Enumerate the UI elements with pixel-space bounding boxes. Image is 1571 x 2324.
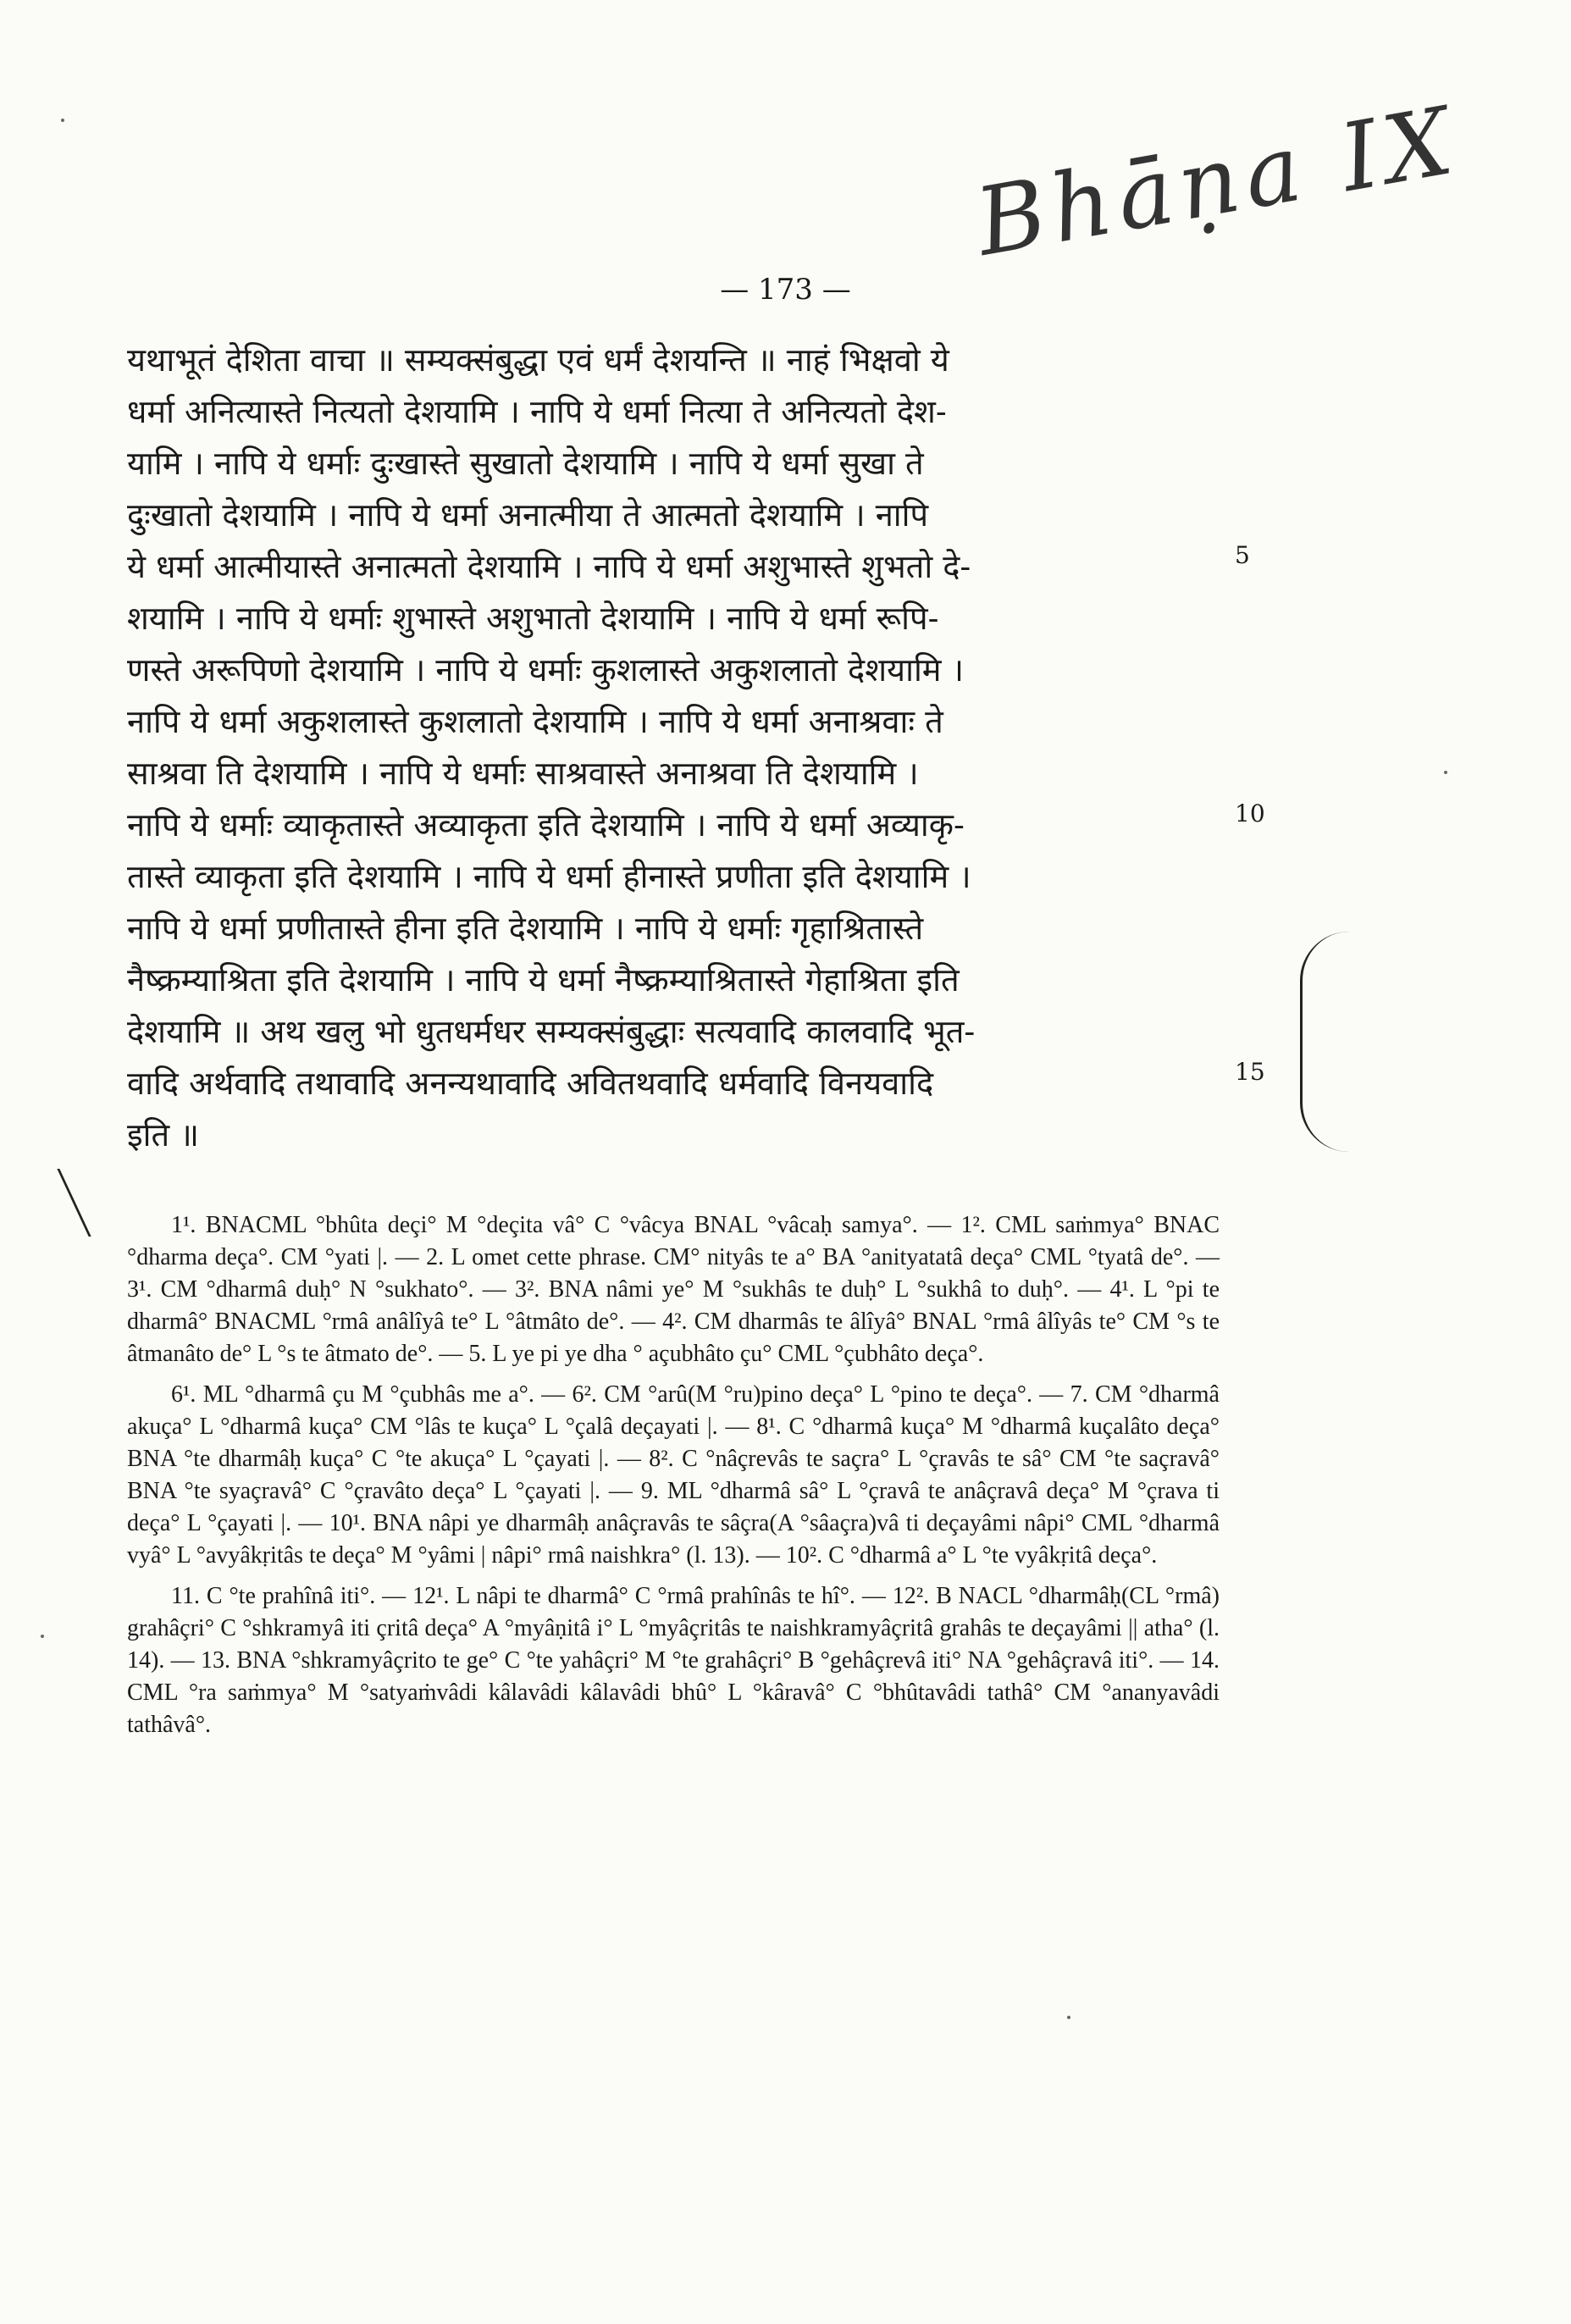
text-line: शयामि । नापि ये धर्माः शुभास्ते अशुभातो देशयामि । नापि ये धर्मा रूपि-	[127, 600, 939, 637]
footnote-paragraph: 6¹. ML °dharmâ çu M °çubhâs me a°. — 6². CM °arû(M °ru)pino deça° L °pino te deça°. — 7. CM °dharmâ akuça° L °dharmâ kuça° CM °lâs te kuça° L °çalâ deçayati |. — 8¹. C °dharmâ kuça° M °dharmâ kuçalâto deça° BNA °te dharmâḥ kuça° C °te akuça° L °çayati |. — 8². C °nâçrevâs te saçra° L °çravâs te sâ° CM °te saçravâ° BNA °te syaçravâ° C °çravâto deça° L °çayati |. — 9. ML °dharmâ sâ° L °çravâ te anâçravâ deça° M °çrava ti deça° L °çayati |. — 10¹. BNA nâpi ye dharmâḥ anâçravâs te sâçra(A °sâaçra)vâ ti deçayâmi nâpi° CML °dharmâ vyâ° L °avyâkṛitâs te deça° M °yâmi | nâpi° rmâ naishkra° (l. 13). — 10². C °dharmâ a° L °te vyâkṛitâ deça°.	[127, 1381, 1220, 1569]
text-line: ये धर्मा आत्मीयास्ते अनात्मतो देशयामि । नापि ये धर्मा अशुभास्ते शुभतो दे-	[127, 548, 971, 585]
text-line: तास्ते व्याकृता इति देशयामि । नापि ये धर्मा हीनास्ते प्रणीता इति देशयामि ।	[127, 858, 971, 895]
margin-bracket	[1300, 932, 1349, 1152]
line-number-5: 5	[1235, 541, 1250, 569]
paper-speck	[1444, 771, 1447, 774]
paper-speck	[1067, 2016, 1070, 2019]
page-number: — 173 —	[720, 273, 851, 307]
footnote-paragraph: 1¹. BNACML °bhûta deçi° M °deçita vâ° C °vâcya BNAL °vâcaḥ samya°. — 1². CML saṁmya° BNAC °dharma deça°. CM °yati |. — 2. L omet cette phrase. CM° nityâs te a° BA °anityatatâ deça° CML °tyatâ de°. — 3¹. CM °dharmâ duḥ° N °sukhato°. — 3². BNA nâmi ye° M °sukhâs te duḥ° L °sukhâ to duḥ°. — 4¹. L °pi te dharmâ° BNACML °rmâ anâlîyâ te° L °âtmâto de°. — 4². CM dharmâs te âlîyâ° BNAL °rmâ âlîyâs te° CM °s te âtmanâto de° L °s te âtmato de°. — 5. L ye pi ye dha ° açubhâto çu° CML °çubhâto deça°.	[127, 1212, 1220, 1367]
paper-speck	[41, 1635, 44, 1638]
text-line: णस्ते अरूपिणो देशयामि । नापि ये धर्माः कुशलास्ते अकुशलातो देशयामि ।	[127, 651, 964, 689]
paper-speck	[61, 119, 64, 122]
text-line: साश्रवा ति देशयामि । नापि ये धर्माः साश्रवास्ते अनाश्रवा ति देशयामि ।	[127, 755, 919, 792]
text-line: नापि ये धर्मा प्रणीतास्ते हीना इति देशयामि । नापि ये धर्माः गृहाश्रितास्ते	[127, 910, 924, 947]
text-line: नापि ये धर्मा अकुशलास्ते कुशलातो देशयामि । नापि ये धर्मा अनाश्रवाः ते	[127, 703, 943, 740]
text-line: यामि । नापि ये धर्माः दुःखास्ते सुखातो देशयामि । नापि ये धर्मा सुखा ते	[127, 445, 924, 482]
text-line: इति ॥	[127, 1116, 200, 1154]
text-line: देशयामि ॥ अथ खलु भो धुतधर्मधर सम्यक्संबुद्धाः सत्यवादि कालवादि भूत-	[127, 1013, 976, 1050]
footnotes	[127, 1209, 1220, 1750]
text-line: धर्मा अनित्यास्ते नित्यतो देशयामि । नापि ये धर्मा नित्या ते अनित्यतो देश-	[127, 393, 947, 430]
line-number-15: 15	[1235, 1058, 1265, 1086]
main-text	[127, 335, 1228, 1161]
text-line: नापि ये धर्माः व्याकृतास्ते अव्याकृता इति देशयामि । नापि ये धर्मा अव्याकृ-	[127, 806, 965, 844]
line-number-10: 10	[1235, 800, 1265, 827]
text-line: नैष्क्रम्याश्रिता इति देशयामि । नापि ये धर्मा नैष्क्रम्याश्रितास्ते गेहाश्रिता इति	[127, 961, 960, 999]
text-line: दुःखातो देशयामि । नापि ये धर्मा अनात्मीया ते आत्मतो देशयामि । नापि	[127, 496, 929, 534]
text-line: यथाभूतं देशिता वाचा ॥ सम्यक्संबुद्धा एवं धर्मं देशयन्ति ॥ नाहं भिक्षवो ये	[127, 341, 949, 379]
footnote-paragraph: 11. C °te prahînâ iti°. — 12¹. L nâpi te dharmâ° C °rmâ prahînâs te hî°. — 12². B NACL °dharmâḥ(CL °rmâ) grahâçri° C °shkramyâ iti çritâ deça° A °myâṇitâ i° L °myâçritâs te naishkramyâçritâ grahâs te deçayâmi || atha° (l. 14). — 13. BNA °shkramyâçrito te ge° C °te yahâçri° M °te grahâçri° B °gehâçrevâ iti° NA °gehâçravâ iti°. — 14. CML °ra saṁmya° M °satyaṁvâdi kâlavâdi kâlavâdi bhû° L °kâravâ° C °bhûtavâdi tathâ° CM °ananyavâdi tathâvâ°.	[127, 1583, 1220, 1738]
text-line: वादि अर्थवादि तथावादि अनन्यथावादि अवितथवादि धर्मवादि विनयवादि	[127, 1065, 934, 1102]
handwritten-note: Bhāṇa IX	[968, 86, 1467, 277]
